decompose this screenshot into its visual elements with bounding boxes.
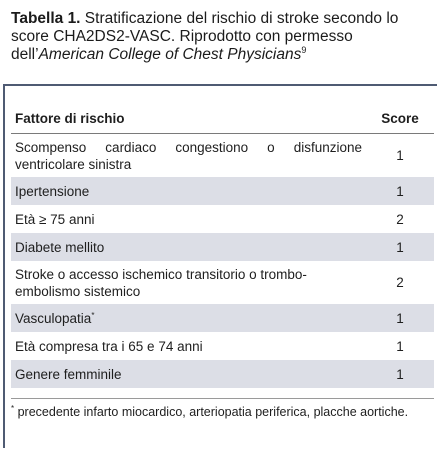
table-row	[11, 205, 434, 233]
row-score: 1	[366, 233, 434, 261]
row-score: 2	[396, 211, 404, 227]
footnote-text: precedente infarto miocardico, arteriopatia periferica, placche aortiche.	[14, 405, 409, 419]
row-factor: Scompenso cardiaco congestiono o disfunzione ventricolare sinistra	[15, 139, 362, 172]
caption-italic-source: American College of Chest Physicians	[38, 46, 302, 63]
table-row	[11, 304, 434, 332]
row-factor: Età compresa tra i 65 e 74 anni	[15, 338, 203, 354]
header-factor: Fattore di rischio	[11, 104, 366, 134]
table-header-row	[11, 104, 434, 134]
left-rule	[3, 86, 5, 448]
table-row	[11, 261, 434, 304]
row-factor	[11, 304, 366, 332]
row-factor-text: Vasculopatia	[15, 310, 92, 326]
table-row	[11, 134, 434, 178]
row-score: 1	[396, 338, 404, 354]
row-factor: Stroke o accesso ischemico transitorio o trombo-embolismo sistemico	[15, 266, 307, 299]
row-score: 1	[396, 148, 404, 163]
table-row	[11, 360, 434, 388]
table-row	[11, 332, 434, 360]
row-factor: Ipertensione	[11, 177, 366, 205]
table-caption	[11, 10, 437, 64]
risk-table	[11, 104, 434, 388]
caption-reference: 9	[301, 45, 307, 55]
row-score: 1	[366, 304, 434, 332]
header-score: Score	[366, 104, 434, 134]
row-factor: Diabete mellito	[11, 233, 366, 261]
footnote-divider	[11, 398, 434, 399]
footnote-marker: *	[11, 404, 15, 413]
row-factor: Genere femminile	[11, 360, 366, 388]
row-factor-footnote-marker: *	[91, 310, 95, 320]
row-score: 1	[366, 360, 434, 388]
row-score: 2	[396, 275, 404, 290]
row-score: 1	[366, 177, 434, 205]
caption-text: Stratificazione del rischio di stroke secondo lo score CHA2DS2-VASC. Riprodotto con permesso dell’	[11, 10, 399, 63]
table-footnote	[11, 403, 431, 421]
caption-label: Tabella 1.	[11, 10, 81, 27]
table-row	[11, 177, 434, 205]
table-row	[11, 233, 434, 261]
caption-divider	[3, 84, 437, 86]
row-factor: Età ≥ 75 anni	[15, 211, 95, 227]
